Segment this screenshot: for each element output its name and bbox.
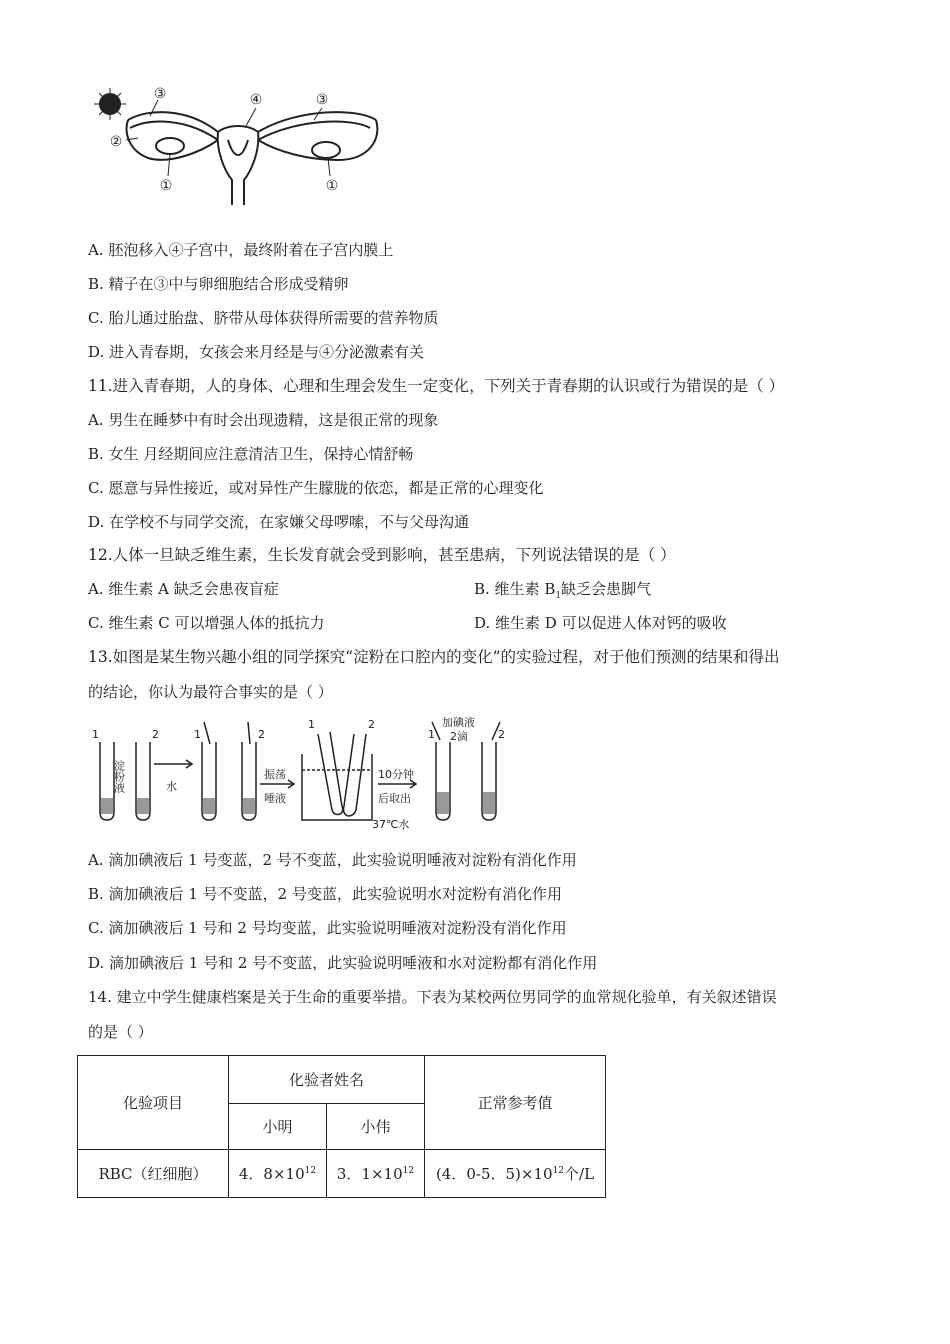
fig2-tube1-label-a: 1 — [92, 728, 99, 741]
q13-option-d: D. 滴加碘液后 1 号和 2 号不变蓝，此实验说明唾液和水对淀粉都有消化作用 — [88, 954, 598, 972]
header-name-1: 小明 — [229, 1104, 327, 1150]
header-name-2: 小伟 — [327, 1104, 425, 1150]
fig2-saliva-label: 唾液 — [264, 792, 286, 805]
q10-option-b: B. 精子在③中与卵细胞结合形成受精卵 — [88, 275, 349, 293]
q13-stem-2: 的结论，你认为最符合事实的是（ ） — [88, 683, 333, 701]
q10-option-c: C. 胎儿通过胎盘、脐带从母体获得所需要的营养物质 — [88, 309, 439, 327]
fig1-label-1b: ① — [325, 178, 339, 194]
q12-option-b-rest: 缺乏会患脚气 — [561, 580, 652, 598]
row-reference-base: (4．0-5．5)×10 — [435, 1165, 553, 1183]
fig2-iodine-label-2: 2滴 — [450, 730, 468, 743]
q12-option-b — [474, 579, 651, 606]
row-item: RBC（红细胞） — [78, 1150, 229, 1198]
q13-option-b: B. 滴加碘液后 1 号不变蓝，2 号变蓝，此实验说明水对淀粉有消化作用 — [88, 885, 562, 903]
q12-stem: 12.人体一旦缺乏维生素，生长发育就会受到影响，甚至患病，下列说法错误的是（ ） — [88, 546, 676, 564]
q11-option-d: D. 在学校不与同学交流，在家嫌父母啰嗦，不与父母沟通 — [88, 513, 470, 531]
fig2-iodine-label-1: 加碘液 — [442, 716, 475, 729]
q12-option-c: C. 维生素 C 可以增强人体的抵抗力 — [88, 614, 325, 632]
header-names: 化验者姓名 — [229, 1056, 425, 1104]
fig2-tenmin-label: 10分钟 — [378, 768, 414, 781]
fig2-tube2-label-c: 2 — [368, 718, 375, 731]
q14-stem-2: 的是（ ） — [88, 1023, 153, 1041]
fig1-label-3a: ③ — [153, 86, 167, 102]
fig2-takeout-label: 后取出 — [378, 792, 411, 805]
fig2-tube2-label-b: 2 — [258, 728, 265, 741]
row-value-1 — [229, 1150, 327, 1198]
fig2-tube1-label-d: 1 — [428, 728, 435, 741]
q10-option-a: A. 胚泡移入④子宫中，最终附着在子宫内膜上 — [88, 241, 394, 259]
q11-option-c: C. 愿意与异性接近，或对异性产生朦胧的依恋，都是正常的心理变化 — [88, 479, 544, 497]
q11-option-b: B. 女生 月经期间应注意清洁卫生，保持心情舒畅 — [88, 445, 414, 463]
row-reference-exp: 12 — [552, 1166, 565, 1176]
header-reference: 正常参考值 — [425, 1056, 606, 1150]
q12-option-d: D. 维生素 D 可以促进人体对钙的吸收 — [474, 614, 727, 632]
q12-option-a: A. 维生素 A 缺乏会患夜盲症 — [88, 580, 279, 598]
fig2-water-label: 水 — [166, 780, 177, 793]
fig2-bath-label: 37℃水 — [372, 818, 410, 830]
fig2-shake-label: 振荡 — [264, 768, 286, 781]
q13-stem-1: 13.如图是某生物兴趣小组的同学探究“淀粉在口腔内的变化”的实验过程，对于他们预测的结果和得出 — [88, 648, 780, 666]
row-reference — [425, 1150, 606, 1198]
blood-test-table — [77, 1055, 606, 1198]
fig1-label-1a: ① — [159, 178, 173, 194]
q12-option-b-sub: 1 — [555, 591, 562, 601]
q11-option-a: A. 男生在睡梦中有时会出现遗精，这是很正常的现象 — [88, 411, 439, 429]
table-row — [78, 1150, 606, 1198]
fig2-starch-label: 淀粉液 — [112, 760, 126, 793]
fig1-label-2: ② — [109, 134, 123, 150]
q10-option-d: D. 进入青春期，女孩会来月经是与④分泌激素有关 — [88, 343, 425, 361]
q13-option-a: A. 滴加碘液后 1 号变蓝，2 号不变蓝，此实验说明唾液对淀粉有消化作用 — [88, 851, 577, 869]
q14-stem-1: 14. 建立中学生健康档案是关于生命的重要举措。下表为某校两位男同学的血常规化验单，有关叙述错误 — [88, 988, 777, 1006]
fig1-label-3b: ③ — [315, 92, 329, 108]
fig2-tube1-label-c: 1 — [308, 718, 315, 731]
fig1-label-4: ④ — [249, 92, 263, 108]
header-item: 化验项目 — [78, 1056, 229, 1150]
fig2-tube2-label-a: 2 — [152, 728, 159, 741]
row-value-1-exp: 12 — [304, 1166, 317, 1176]
q13-option-c: C. 滴加碘液后 1 号和 2 号均变蓝，此实验说明唾液对淀粉没有消化作用 — [88, 919, 567, 937]
q12-option-b-text: B. 维生素 B — [474, 580, 556, 598]
row-reference-unit: 个/L — [564, 1165, 595, 1183]
starch-experiment-figure — [86, 714, 506, 830]
reproductive-system-figure — [88, 80, 388, 215]
row-value-2-base: 3．1×10 — [336, 1165, 403, 1183]
fig2-tube1-label-b: 1 — [194, 728, 201, 741]
q11-stem: 11.进入青春期，人的身体、心理和生理会发生一定变化，下列关于青春期的认识或行为错误的是（ ） — [88, 377, 785, 395]
fig2-tube2-label-d: 2 — [498, 728, 505, 741]
row-value-2 — [327, 1150, 425, 1198]
row-value-1-base: 4．8×10 — [238, 1165, 305, 1183]
row-value-2-exp: 12 — [402, 1166, 415, 1176]
